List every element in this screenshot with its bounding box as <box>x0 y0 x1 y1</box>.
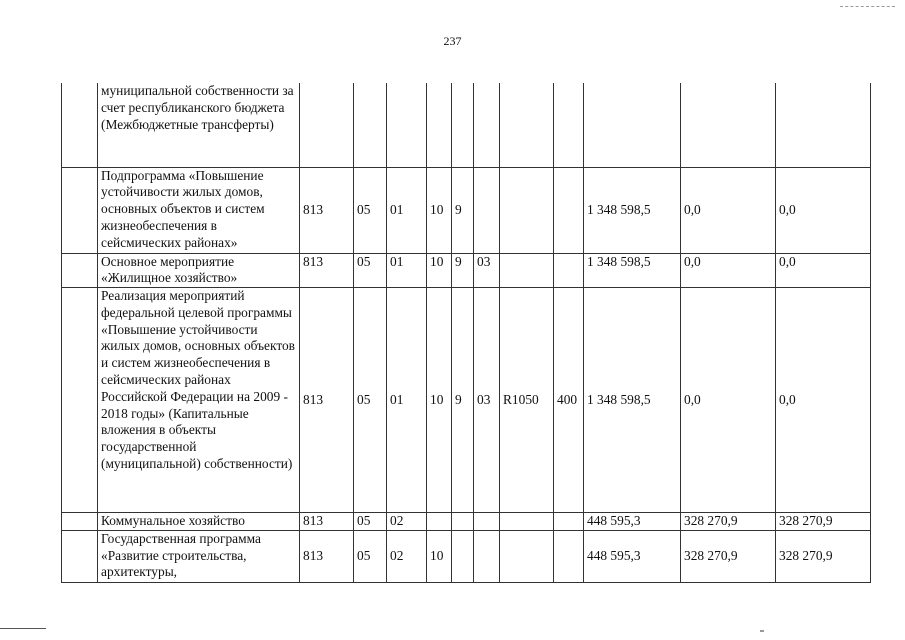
cell-amount-3 <box>776 83 871 167</box>
cell-amount-2: 0,0 <box>681 288 776 513</box>
cell-event: 03 <box>474 288 500 513</box>
cell-amount-1: 1 348 598,5 <box>584 253 681 288</box>
table-row <box>62 167 871 253</box>
cell-program <box>427 83 452 167</box>
cell-direction: R1050 <box>500 288 554 513</box>
table-row <box>62 288 871 513</box>
cell-event <box>474 530 500 582</box>
cell-amount-2: 0,0 <box>681 167 776 253</box>
cell-amount-2: 328 270,9 <box>681 530 776 582</box>
cell-subprogram <box>452 530 474 582</box>
cell-expense-type: 400 <box>554 288 584 513</box>
cell-podrazdel: 01 <box>387 253 427 288</box>
row-margin-cell <box>62 167 98 253</box>
row-margin-cell <box>62 288 98 513</box>
cell-direction <box>500 253 554 288</box>
row-margin-cell <box>62 530 98 582</box>
budget-table <box>61 83 871 583</box>
row-name: Основное мероприятие «Жилищное хозяйство» <box>98 253 300 288</box>
cell-kvsr: 813 <box>300 530 354 582</box>
cell-subprogram <box>452 83 474 167</box>
row-name: Коммунальное хозяйство <box>98 513 300 531</box>
cell-amount-3: 0,0 <box>776 288 871 513</box>
cell-podrazdel: 01 <box>387 288 427 513</box>
cell-program <box>427 513 452 531</box>
cell-kvsr: 813 <box>300 167 354 253</box>
cell-amount-3: 0,0 <box>776 253 871 288</box>
cell-amount-3: 328 270,9 <box>776 513 871 531</box>
cell-kvsr: 813 <box>300 513 354 531</box>
cell-subprogram: 9 <box>452 167 474 253</box>
table-row <box>62 83 871 167</box>
table-row <box>62 253 871 288</box>
cell-amount-3: 328 270,9 <box>776 530 871 582</box>
cell-expense-type <box>554 167 584 253</box>
cell-amount-1: 448 595,3 <box>584 513 681 531</box>
cell-razdel: 05 <box>354 513 387 531</box>
cell-amount-1 <box>584 83 681 167</box>
cell-amount-1: 1 348 598,5 <box>584 167 681 253</box>
cell-event <box>474 167 500 253</box>
cell-subprogram: 9 <box>452 288 474 513</box>
row-name: муниципальной собственности за счет республиканского бюджета (Межбюджетные трансферты) <box>98 83 300 167</box>
cell-expense-type <box>554 253 584 288</box>
cell-amount-1: 1 348 598,5 <box>584 288 681 513</box>
cell-expense-type <box>554 513 584 531</box>
row-name: Подпрограмма «Повышение устойчивости жилых домов, основных объектов и систем жизнеобеспечения в сейсмических районах» <box>98 167 300 253</box>
cell-expense-type <box>554 83 584 167</box>
cell-event: 03 <box>474 253 500 288</box>
cell-razdel <box>354 83 387 167</box>
cell-razdel: 05 <box>354 167 387 253</box>
scan-dot <box>760 630 764 632</box>
cell-event <box>474 513 500 531</box>
cell-program: 10 <box>427 253 452 288</box>
cell-direction <box>500 513 554 531</box>
cell-direction <box>500 83 554 167</box>
row-margin-cell <box>62 513 98 531</box>
cell-amount-2 <box>681 83 776 167</box>
cell-podrazdel <box>387 83 427 167</box>
cell-kvsr: 813 <box>300 288 354 513</box>
cell-amount-2: 0,0 <box>681 253 776 288</box>
cell-podrazdel: 01 <box>387 167 427 253</box>
page-number: 237 <box>443 34 462 48</box>
cell-razdel: 05 <box>354 253 387 288</box>
cell-kvsr <box>300 83 354 167</box>
cell-amount-3: 0,0 <box>776 167 871 253</box>
cell-amount-1: 448 595,3 <box>584 530 681 582</box>
row-name: Реализация мероприятий федеральной целевой программы «Повышение устойчивости жилых домов, основных объектов и систем жизнеобеспечения в сейсмических районах Российской Федерации на 2009 - 2018 годы» (Капитальные вложения в объекты государственной (муниципальной) собственности) <box>98 288 300 513</box>
table-row <box>62 530 871 582</box>
cell-subprogram: 9 <box>452 253 474 288</box>
cell-expense-type <box>554 530 584 582</box>
cell-razdel: 05 <box>354 530 387 582</box>
table-row <box>62 513 871 531</box>
cell-podrazdel: 02 <box>387 513 427 531</box>
cell-kvsr: 813 <box>300 253 354 288</box>
row-margin-cell <box>62 253 98 288</box>
row-margin-cell <box>62 83 98 167</box>
cell-program: 10 <box>427 288 452 513</box>
cell-program: 10 <box>427 530 452 582</box>
cell-direction <box>500 167 554 253</box>
cell-subprogram <box>452 513 474 531</box>
cell-podrazdel: 02 <box>387 530 427 582</box>
cell-direction <box>500 530 554 582</box>
row-name: Государственная программа «Развитие строительства, архитектуры, <box>98 530 300 582</box>
cell-razdel: 05 <box>354 288 387 513</box>
scan-line <box>0 628 46 629</box>
scan-mark <box>840 6 895 7</box>
cell-amount-2: 328 270,9 <box>681 513 776 531</box>
cell-event <box>474 83 500 167</box>
cell-program: 10 <box>427 167 452 253</box>
